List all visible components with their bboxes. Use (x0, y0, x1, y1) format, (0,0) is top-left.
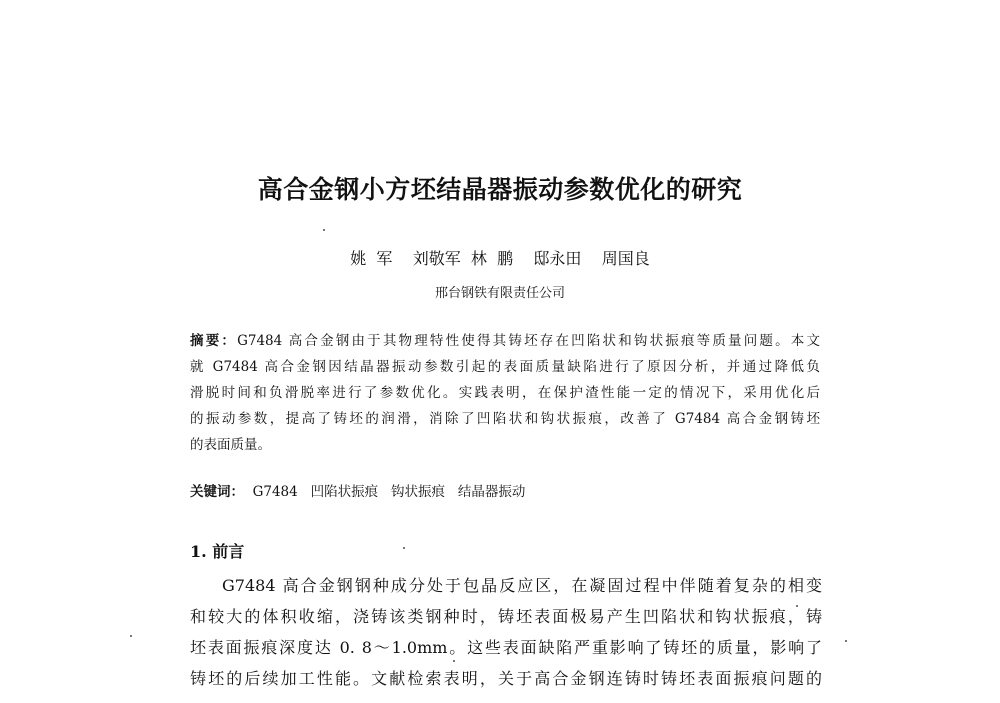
section-body-introduction (190, 570, 822, 694)
abstract-line: 就 G7484 高合金钢因结晶器振动参数引起的表面质量缺陷进行了原因分析，并通过降低负 (190, 359, 820, 375)
abstract-line: 的表面质量。 (190, 437, 271, 453)
scan-speck (796, 605, 798, 607)
scan-speck (453, 660, 455, 662)
abstract-line: 的振动参数，提高了铸坯的润滑，消除了凹陷状和钩状振痕，改善了 G7484 高合金钢铸坯 (190, 411, 820, 427)
abstract-line: 滑脱时间和负滑脱率进行了参数优化。实践表明，在保护渣性能一定的情况下，采用优化后 (190, 385, 820, 401)
body-line: 坯表面振痕深度达 0. 8～1.0mm。这些表面缺陷严重影响了铸坯的质量，影响了 (190, 638, 822, 657)
abstract-line (190, 328, 820, 354)
section-heading-introduction: 1. 前言 (190, 542, 245, 561)
keywords (190, 479, 525, 505)
body-line: 铸坯的后续加工性能。文献检索表明，关于高合金钢连铸时铸坯表面振痕问题的 (190, 669, 822, 688)
keywords-text: G7484 凹陷状振痕 钩状振痕 结晶器振动 (244, 484, 526, 500)
author-list: 姚 军 刘敬军 林 鹏 邸永田 周国良 (350, 249, 650, 268)
affiliation: 邢台钢铁有限责任公司 (434, 286, 565, 301)
scan-speck (845, 640, 847, 642)
keywords-label: 关键词： (190, 484, 244, 500)
scan-speck (403, 547, 405, 549)
scan-speck (323, 229, 325, 231)
paper-title: 高合金钢小方坯结晶器振动参数优化的研究 (257, 175, 743, 204)
body-line: 和较大的体积收缩，浇铸该类钢种时，铸坯表面极易产生凹陷状和钩状振痕，铸 (190, 607, 822, 626)
abstract (190, 328, 820, 458)
body-line: G7484 高合金钢钢种成分处于包晶反应区，在凝固过程中伴随着复杂的相变 (222, 576, 822, 595)
abstract-label: 摘要： (190, 333, 238, 349)
abstract-line-text: G7484 高合金钢由于其物理特性使得其铸坯存在凹陷状和钩状振痕等质量问题。本文 (237, 333, 820, 349)
scan-speck (130, 635, 132, 637)
